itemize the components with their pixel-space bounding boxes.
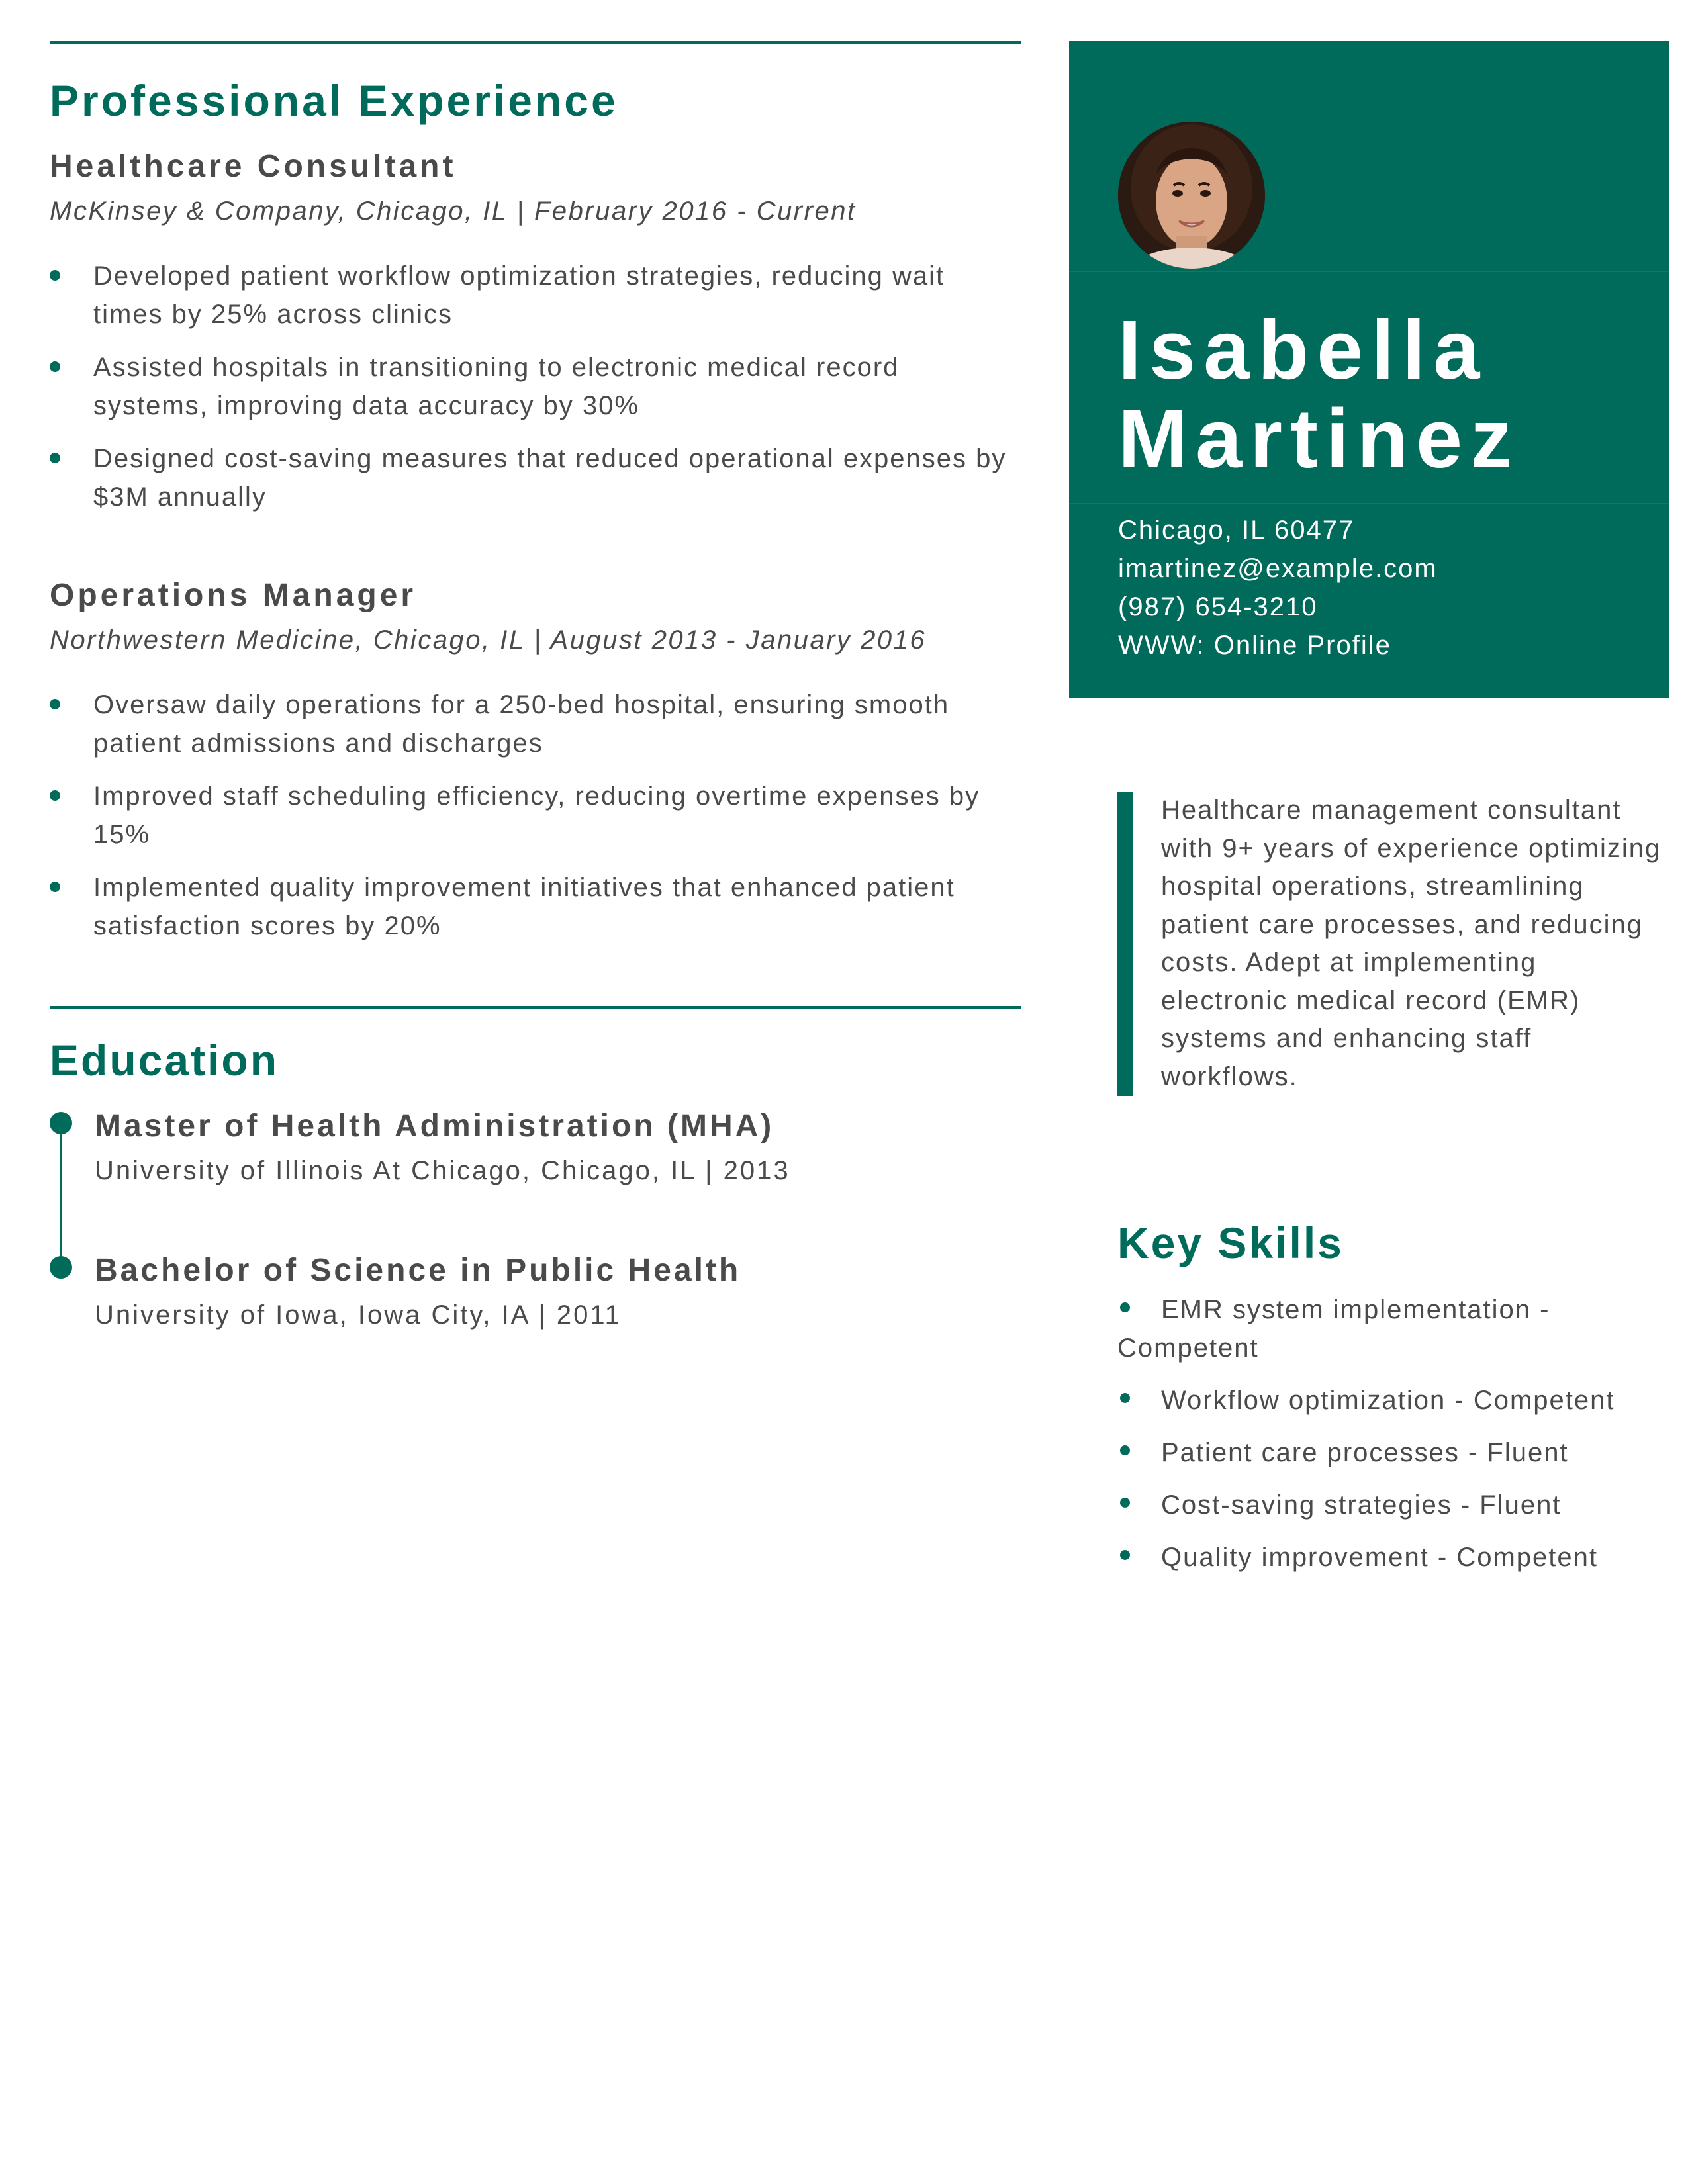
job-bullet: Improved staff scheduling efficiency, reducing overtime expenses by 15% xyxy=(50,777,1021,854)
bullet-dot-icon xyxy=(1120,1302,1130,1312)
timeline-node-icon xyxy=(50,1112,72,1134)
job-bullet: Assisted hospitals in transitioning to electronic medical record systems, improving data accuracy by 30% xyxy=(50,348,1021,425)
skills-list xyxy=(1117,1291,1620,1590)
last-name: Martinez xyxy=(1118,392,1521,485)
bullet-dot-icon xyxy=(1120,1498,1130,1508)
profile-panel xyxy=(1069,41,1669,698)
section-divider xyxy=(50,41,1021,44)
bullet-dot-icon xyxy=(50,361,60,372)
school: University of Iowa, Iowa City, IA | 2011 xyxy=(95,1300,622,1330)
job-meta: McKinsey & Company, Chicago, IL | February 2016 - Current xyxy=(50,197,857,226)
bullet-dot-icon xyxy=(1120,1445,1130,1455)
location: Chicago, IL 60477 xyxy=(1118,516,1355,545)
skill-item: EMR system implementation - Competent xyxy=(1117,1295,1550,1363)
experience-heading: Professional Experience xyxy=(50,76,618,125)
first-name: Isabella xyxy=(1118,303,1488,396)
skill-item: Patient care processes - Fluent xyxy=(1117,1433,1620,1472)
education-entry xyxy=(95,1108,1021,1186)
job-bullet: Developed patient workflow optimization strategies, reducing wait times by 25% across clinics xyxy=(50,257,1021,334)
school: University of Illinois At Chicago, Chicago, IL | 2013 xyxy=(95,1156,790,1185)
job-title: Healthcare Consultant xyxy=(50,149,457,184)
education-entry xyxy=(95,1252,1021,1330)
skill-item: Quality improvement - Competent xyxy=(1117,1538,1620,1576)
main-column xyxy=(50,41,1021,1330)
website-link[interactable]: WWW: Online Profile xyxy=(1118,631,1391,660)
job-entry xyxy=(50,148,1021,516)
degree: Master of Health Administration (MHA) xyxy=(95,1109,774,1144)
panel-divider xyxy=(1069,503,1669,504)
bullet-dot-icon xyxy=(50,453,60,463)
degree: Bachelor of Science in Public Health xyxy=(95,1253,741,1288)
skill-item: Workflow optimization - Competent xyxy=(1117,1381,1620,1420)
job-entry xyxy=(50,577,1021,945)
bullet-dot-icon xyxy=(50,270,60,281)
candidate-name xyxy=(1118,303,1521,485)
skills-heading: Key Skills xyxy=(1117,1218,1344,1267)
bullet-dot-icon xyxy=(50,699,60,709)
email-link[interactable]: imartinez@example.com xyxy=(1118,554,1438,583)
contact-info xyxy=(1118,511,1438,664)
section-divider xyxy=(50,1006,1021,1009)
avatar xyxy=(1118,122,1265,269)
phone: (987) 654-3210 xyxy=(1118,592,1318,621)
education-timeline xyxy=(50,1108,1021,1330)
job-bullet: Implemented quality improvement initiatives that enhanced patient satisfaction scores by 20% xyxy=(50,868,1021,945)
timeline-line xyxy=(60,1134,62,1273)
job-title: Operations Manager xyxy=(50,578,417,613)
panel-divider xyxy=(1069,271,1669,272)
summary: Healthcare management consultant with 9+ years of experience optimizing hospital operations, streamlining patient care processes, and reducing costs. Adept at implementing electronic medical record (EMR) systems and enhancing staff workflows. xyxy=(1117,792,1664,1096)
bullet-dot-icon xyxy=(50,882,60,892)
job-bullets xyxy=(50,257,1021,516)
bullet-dot-icon xyxy=(1120,1550,1130,1560)
bullet-dot-icon xyxy=(1120,1393,1130,1403)
job-meta: Northwestern Medicine, Chicago, IL | August 2013 - January 2016 xyxy=(50,625,927,655)
skill-item: Cost-saving strategies - Fluent xyxy=(1117,1486,1620,1524)
timeline-node-icon xyxy=(50,1256,72,1279)
bullet-dot-icon xyxy=(50,790,60,801)
job-bullet: Designed cost-saving measures that reduced operational expenses by $3M annually xyxy=(50,439,1021,516)
portrait-image xyxy=(1118,122,1265,269)
job-bullet: Oversaw daily operations for a 250-bed hospital, ensuring smooth patient admissions and discharges xyxy=(50,686,1021,762)
job-bullets xyxy=(50,686,1021,945)
education-heading: Education xyxy=(50,1036,279,1085)
